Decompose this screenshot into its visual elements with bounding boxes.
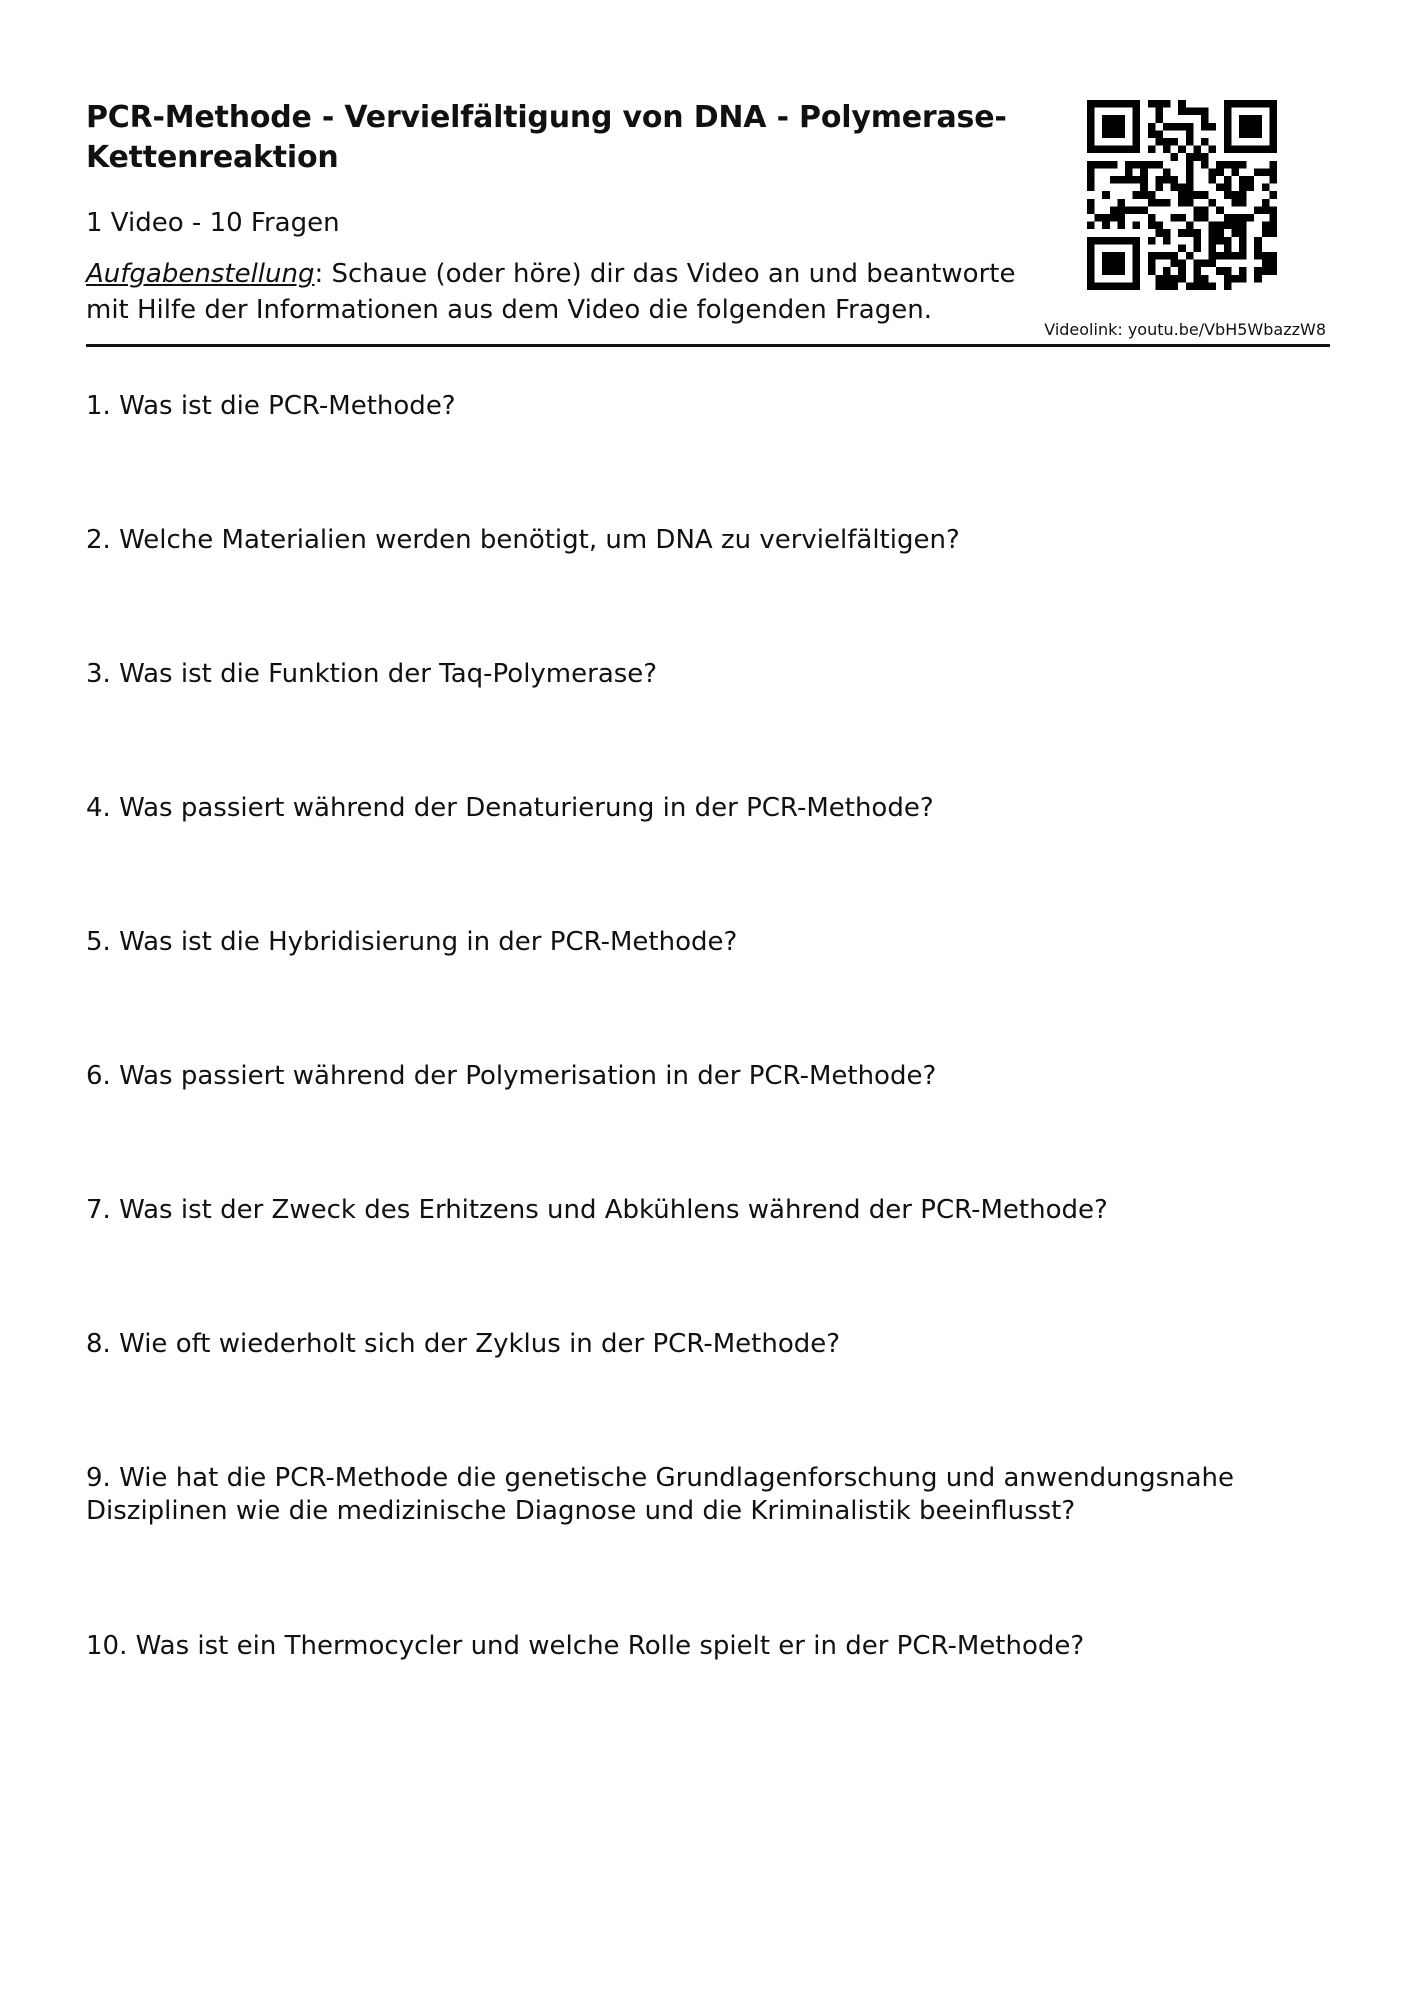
worksheet-subtitle: 1 Video - 10 Fragen: [86, 208, 340, 238]
question-item: 10. Was ist ein Thermocycler und welche Rolle spielt er in der PCR-Methode?: [86, 1631, 1085, 1661]
question-item: 1. Was ist die PCR-Methode?: [86, 391, 456, 421]
header-divider: [86, 344, 1330, 347]
question-item: 3. Was ist die Funktion der Taq-Polymerase?: [86, 659, 658, 689]
page-title: PCR-Methode - Vervielfältigung von DNA - Polymerase-Kettenreaktion: [86, 100, 1007, 175]
question-item: 2. Welche Materialien werden benötigt, um DNA zu vervielfältigen?: [86, 525, 960, 555]
qr-code-icon[interactable]: [1087, 100, 1277, 290]
question-item: 6. Was passiert während der Polymerisation in der PCR-Methode?: [86, 1061, 937, 1091]
question-item: 8. Wie oft wiederholt sich der Zyklus in der PCR-Methode?: [86, 1329, 841, 1359]
question-item: 5. Was ist die Hybridisierung in der PCR-Methode?: [86, 927, 738, 957]
task-label: Aufgabenstellung: [86, 259, 315, 289]
question-item: 7. Was ist der Zweck des Erhitzens und Abkühlens während der PCR-Methode?: [86, 1195, 1108, 1225]
video-link[interactable]: Videolink: youtu.be/VbH5WbazzW8: [1044, 320, 1326, 339]
question-item: 4. Was passiert während der Denaturierung in der PCR-Methode?: [86, 793, 934, 823]
task-text: : Schaue (oder höre) dir das Video an und beantworte mit Hilfe der Informationen aus dem Video die folgenden Fragen.: [86, 259, 1016, 325]
question-item: 9. Wie hat die PCR-Methode die genetische Grundlagenforschung und anwendungsnahe Disziplinen wie die medizinische Diagnose und die Kriminalistik beeinflusst?: [86, 1463, 1235, 1526]
task-instructions: [86, 256, 1046, 328]
